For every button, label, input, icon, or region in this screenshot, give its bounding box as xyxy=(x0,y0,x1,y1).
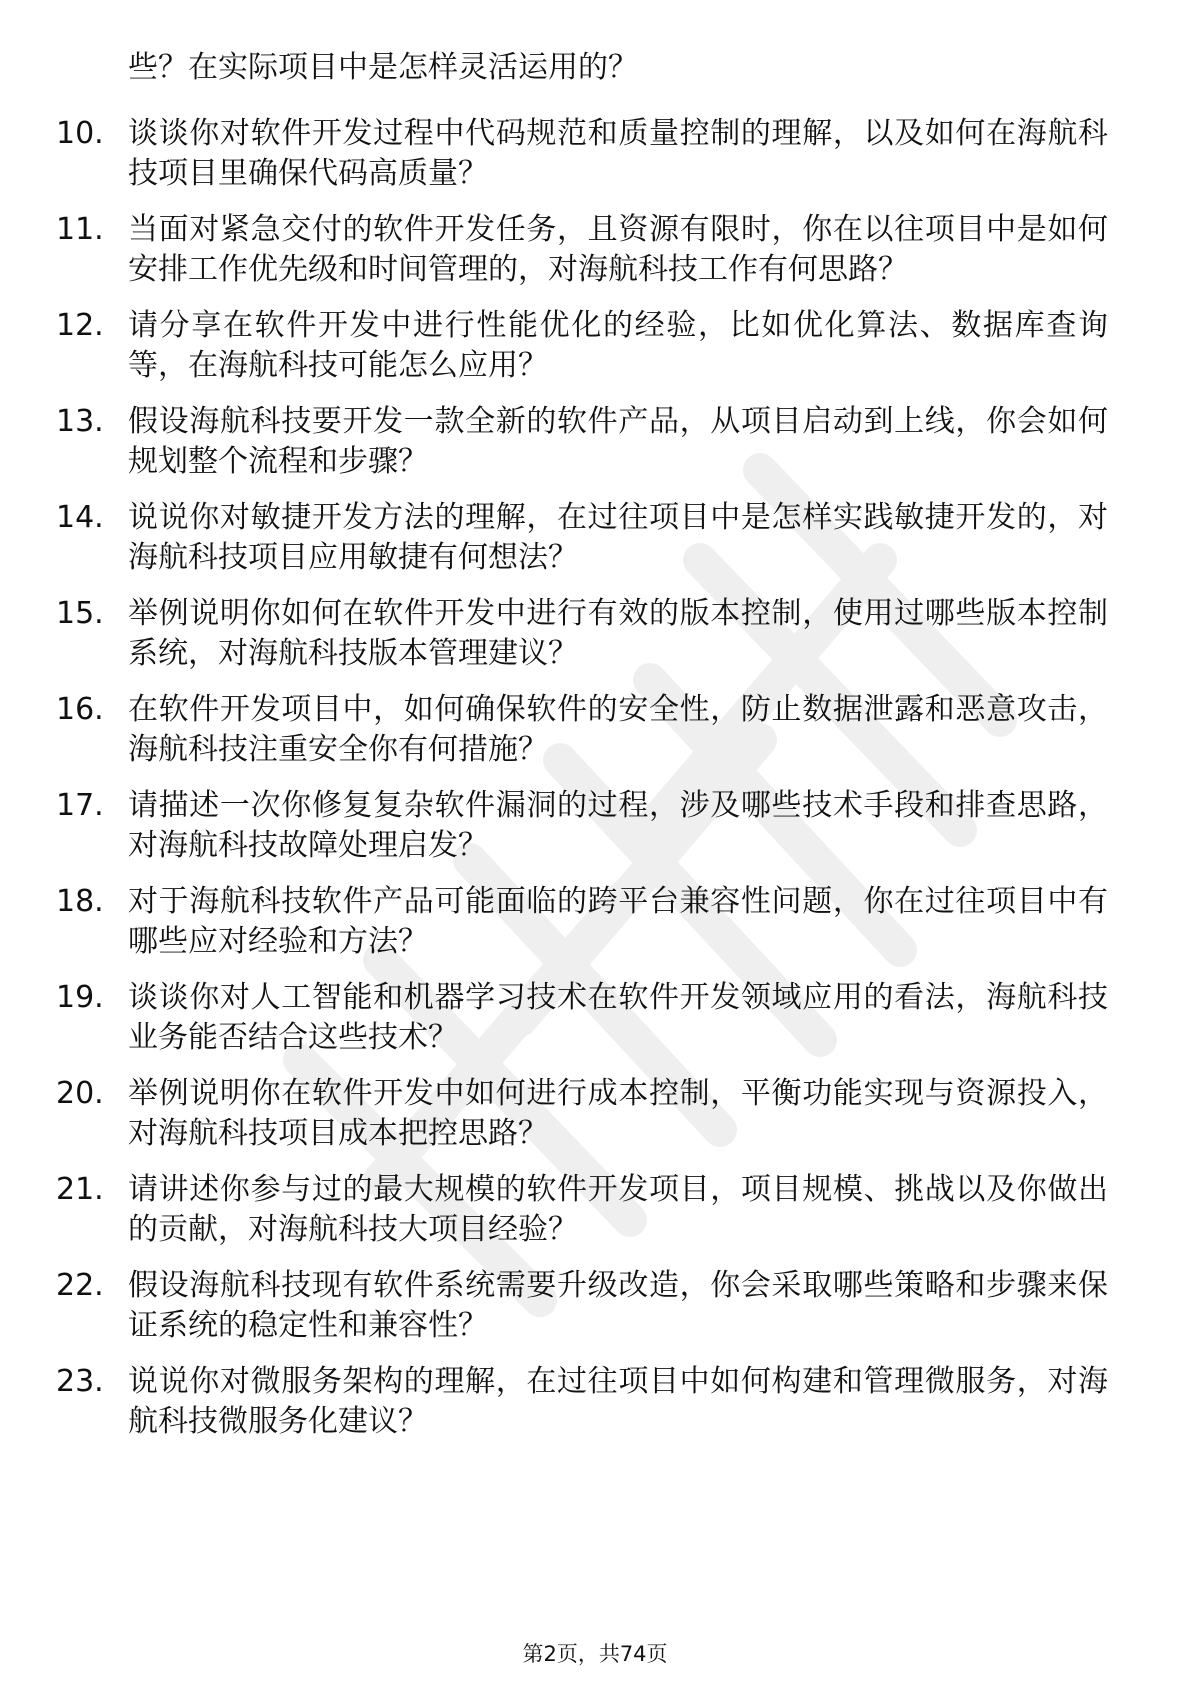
question-text: 举例说明你如何在软件开发中进行有效的版本控制，使用过哪些版本控制系统，对海航科技版本管理建议？ xyxy=(128,596,1108,671)
question-number: 11. xyxy=(56,212,104,247)
question-text: 请描述一次你修复复杂软件漏洞的过程，涉及哪些技术手段和排查思路，对海航科技故障处理启发？ xyxy=(128,788,1108,863)
list-item xyxy=(0,690,1190,770)
list-item xyxy=(0,594,1190,674)
list-item xyxy=(0,402,1190,482)
page-footer: 第2页，共74页 xyxy=(522,1642,668,1666)
question-number: 17. xyxy=(56,788,104,823)
question-number: 22. xyxy=(56,1268,104,1303)
question-number: 13. xyxy=(56,404,104,439)
list-item xyxy=(0,786,1190,866)
question-text: 谈谈你对软件开发过程中代码规范和质量控制的理解，以及如何在海航科技项目里确保代码高质量？ xyxy=(128,116,1108,191)
question-text: 说说你对敏捷开发方法的理解，在过往项目中是怎样实践敏捷开发的，对海航科技项目应用敏捷有何想法？ xyxy=(128,500,1108,575)
question-number: 16. xyxy=(56,692,104,727)
question-number: 19. xyxy=(56,980,104,1015)
list-item xyxy=(0,498,1190,578)
list-item xyxy=(0,1362,1190,1442)
question-number: 23. xyxy=(56,1364,104,1399)
question-list xyxy=(0,114,1190,1458)
question-text: 对于海航科技软件产品可能面临的跨平台兼容性问题，你在过往项目中有哪些应对经验和方法？ xyxy=(128,884,1108,959)
question-text: 举例说明你在软件开发中如何进行成本控制，平衡功能实现与资源投入，对海航科技项目成本把控思路？ xyxy=(128,1076,1108,1151)
question-text: 谈谈你对人工智能和机器学习技术在软件开发领域应用的看法，海航科技业务能否结合这些技术？ xyxy=(128,980,1108,1055)
question-number: 21. xyxy=(56,1172,104,1207)
list-item xyxy=(0,306,1190,386)
list-item xyxy=(0,1266,1190,1346)
question-text: 假设海航科技要开发一款全新的软件产品，从项目启动到上线，你会如何规划整个流程和步骤？ xyxy=(128,404,1108,479)
question-number: 10. xyxy=(56,116,104,151)
list-item xyxy=(0,210,1190,290)
question-number: 14. xyxy=(56,500,104,535)
question-text: 请分享在软件开发中进行性能优化的经验，比如优化算法、数据库查询等，在海航科技可能怎么应用？ xyxy=(128,308,1108,383)
question-text: 说说你对微服务架构的理解，在过往项目中如何构建和管理微服务，对海航科技微服务化建议？ xyxy=(128,1364,1108,1439)
list-item xyxy=(0,1074,1190,1154)
list-item xyxy=(0,978,1190,1058)
list-item xyxy=(0,114,1190,194)
question-text: 假设海航科技现有软件系统需要升级改造，你会采取哪些策略和步骤来保证系统的稳定性和兼容性？ xyxy=(128,1268,1108,1343)
list-item xyxy=(0,1170,1190,1250)
question-number: 18. xyxy=(56,884,104,919)
question-number: 15. xyxy=(56,596,104,631)
question-number: 12. xyxy=(56,308,104,343)
question-text: 请讲述你参与过的最大规模的软件开发项目，项目规模、挑战以及你做出的贡献，对海航科技大项目经验？ xyxy=(128,1172,1108,1247)
continued-question-text: 些？在实际项目中是怎样灵活运用的？ xyxy=(128,50,638,85)
question-text: 当面对紧急交付的软件开发任务，且资源有限时，你在以往项目中是如何安排工作优先级和时间管理的，对海航科技工作有何思路？ xyxy=(128,212,1108,287)
list-item xyxy=(0,882,1190,962)
question-text: 在软件开发项目中，如何确保软件的安全性，防止数据泄露和恶意攻击，海航科技注重安全你有何措施？ xyxy=(128,692,1108,767)
question-number: 20. xyxy=(56,1076,104,1111)
